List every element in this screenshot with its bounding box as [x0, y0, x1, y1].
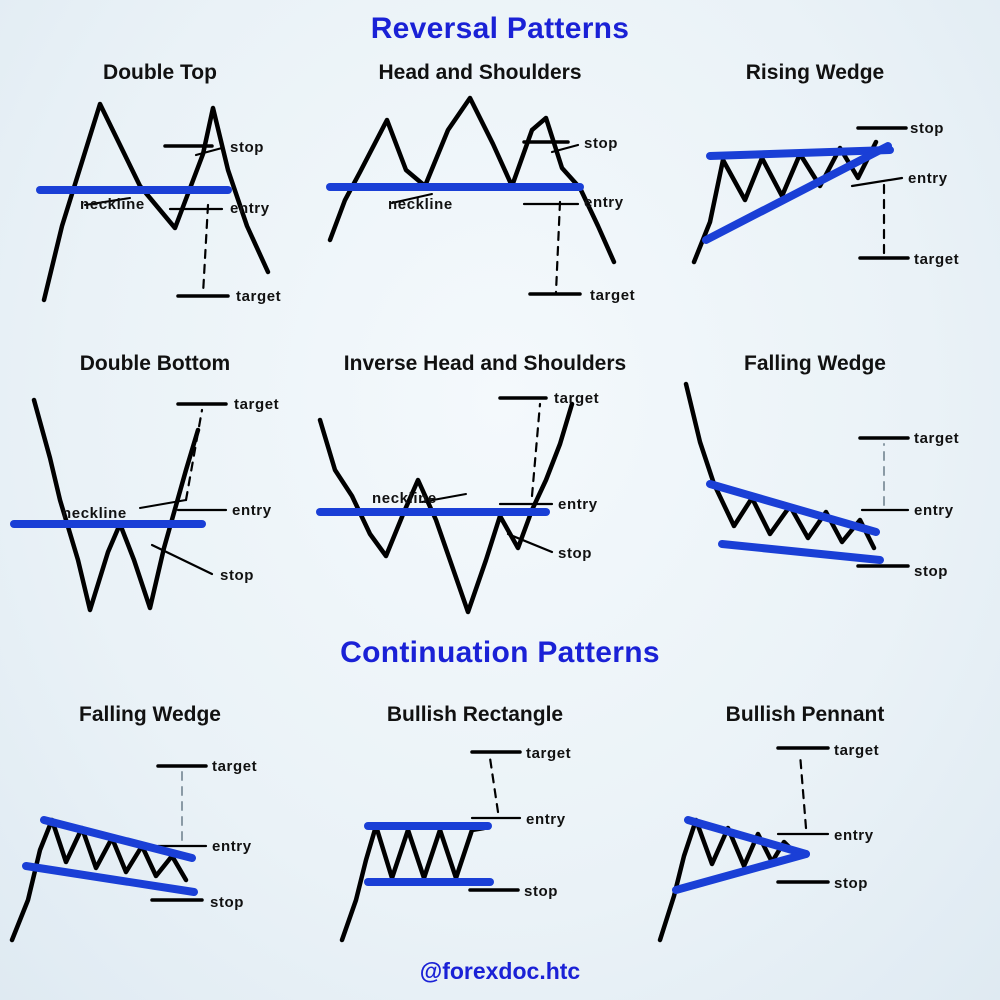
double-bottom-neckline-label: neckline [62, 505, 127, 522]
double-bottom-entry-label: entry [232, 502, 272, 519]
ihs-price-line [320, 404, 572, 612]
hs-stop-leader [552, 145, 578, 152]
head-and-shoulders-price-line [330, 98, 614, 262]
section-title-continuation: Continuation Patterns [340, 636, 660, 669]
ihs-stop-leader [508, 534, 552, 552]
falling-wedge-rev-stop-label: stop [914, 563, 949, 580]
falling-wedge-rev-upper-trendline [710, 484, 876, 532]
bullish-pennant-price-line [660, 820, 798, 940]
ihs-entry-label: entry [558, 496, 598, 513]
panel-title-rising-wedge: Rising Wedge [745, 61, 885, 84]
double-top-stop-label: stop [230, 139, 265, 156]
bullish-pennant-target-label: target [834, 742, 880, 759]
ihs-stop-label: stop [558, 545, 593, 562]
rising-wedge-entry-leader [852, 178, 902, 186]
double-top-stop-leader [196, 148, 222, 155]
hs-target-label: target [590, 287, 636, 304]
panel-title-head-and-shoulders: Head and Shoulders [378, 61, 582, 84]
ihs-measure-dash [532, 404, 540, 496]
panel-title-inverse-head-and-shoulders: Inverse Head and Shoulders [343, 352, 627, 375]
hs-stop-label: stop [584, 135, 619, 152]
rising-wedge-lower-trendline [706, 146, 888, 240]
double-bottom-neckline-leader [140, 500, 186, 508]
panel-title-falling-wedge-continuation: Falling Wedge [79, 703, 221, 726]
watermark-handle: @forexdoc.htc [419, 958, 581, 984]
double-bottom-stop-leader [152, 545, 212, 574]
rising-wedge-stop-label: stop [910, 120, 945, 137]
bullish-pennant-measure-dash [800, 754, 806, 828]
ihs-target-label: target [554, 390, 600, 407]
hs-entry-label: entry [584, 194, 624, 211]
double-top-measure-dash [203, 205, 208, 294]
falling-wedge-cont-lower-trendline [26, 866, 194, 892]
bullish-rectangle-measure-dash [490, 758, 498, 812]
section-title-reversal: Reversal Patterns [370, 12, 630, 45]
falling-wedge-cont-target-label: target [212, 758, 258, 775]
bullish-rectangle-stop-label: stop [524, 883, 559, 900]
panel-title-bullish-pennant: Bullish Pennant [725, 703, 885, 726]
panel-title-double-top: Double Top [103, 61, 217, 84]
ihs-neckline-label: neckline [372, 490, 437, 507]
bullish-pennant-lower-trendline [676, 854, 806, 890]
falling-wedge-cont-upper-trendline [44, 820, 192, 858]
double-top-entry-label: entry [230, 200, 270, 217]
falling-wedge-rev-price-line [686, 384, 874, 548]
falling-wedge-rev-lower-trendline [722, 544, 880, 560]
hs-measure-dash [556, 202, 560, 292]
bullish-rectangle-target-label: target [526, 745, 572, 762]
panel-title-double-bottom: Double Bottom [79, 352, 231, 375]
double-bottom-stop-label: stop [220, 567, 255, 584]
falling-wedge-cont-entry-label: entry [212, 838, 252, 855]
bullish-pennant-upper-trendline [688, 820, 806, 854]
falling-wedge-cont-stop-label: stop [210, 894, 245, 911]
falling-wedge-rev-target-label: target [914, 430, 960, 447]
rising-wedge-upper-trendline [710, 150, 890, 156]
bullish-rectangle-price-line [342, 826, 484, 940]
hs-neckline-label: neckline [388, 196, 453, 213]
bullish-pennant-stop-label: stop [834, 875, 869, 892]
panel-title-falling-wedge-reversal: Falling Wedge [744, 352, 886, 375]
falling-wedge-cont-price-line [12, 820, 186, 940]
panel-title-bullish-rectangle: Bullish Rectangle [386, 703, 564, 726]
double-bottom-measure-dash [186, 410, 202, 500]
double-top-neckline-label: neckline [80, 196, 145, 213]
falling-wedge-rev-entry-label: entry [914, 502, 954, 519]
bullish-rectangle-entry-label: entry [526, 811, 566, 828]
double-bottom-target-label: target [234, 396, 280, 413]
rising-wedge-entry-label: entry [908, 170, 948, 187]
double-top-target-label: target [236, 288, 282, 305]
rising-wedge-target-label: target [914, 251, 960, 268]
rising-wedge-price-line [694, 142, 876, 262]
bullish-pennant-entry-label: entry [834, 827, 874, 844]
